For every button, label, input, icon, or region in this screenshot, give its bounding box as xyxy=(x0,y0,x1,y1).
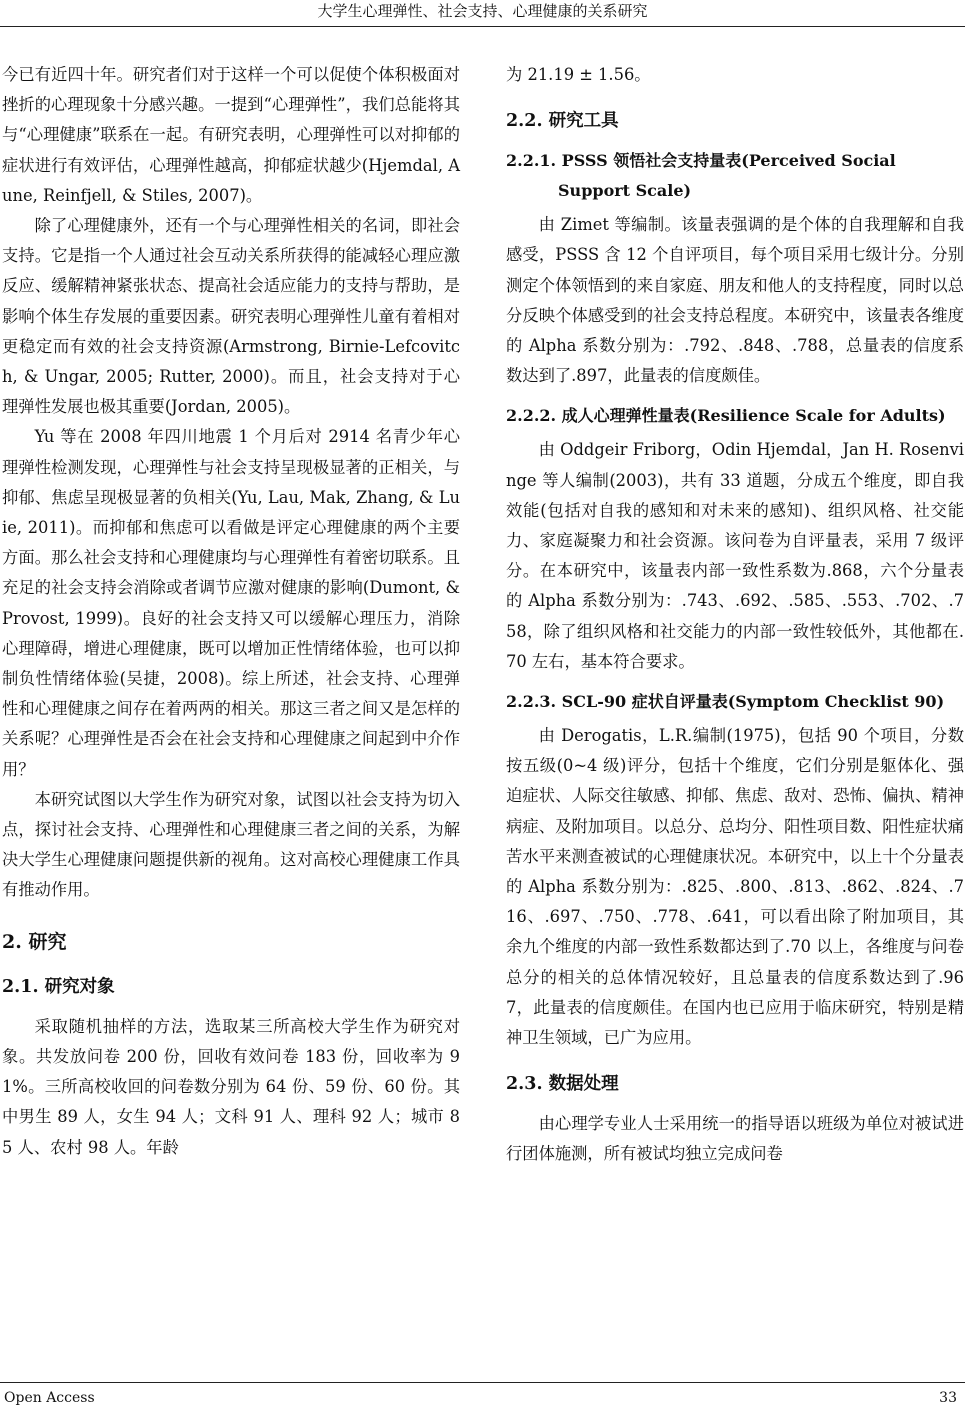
section-heading-2: 2. 研究 xyxy=(2,930,67,953)
footer-open-access: Open Access xyxy=(4,1390,95,1406)
page-number: 33 xyxy=(939,1390,957,1406)
paragraph: 本研究试图以大学生作为研究对象，试图以社会支持为切入点，探讨社会支持、心理弹性和心理健康三者之间的关系，为解决大学生心理健康问题提供新的视角。这对高校心理健康工作具有推动作用。 xyxy=(2,789,460,900)
subsection-heading-2-3: 2.3. 数据处理 xyxy=(506,1074,619,1095)
subsubsection-heading-2-2-2: 2.2.2. 成人心理弹性量表(Resilience Scale for Adults) xyxy=(506,406,946,426)
subsection-heading-2-2: 2.2. 研究工具 xyxy=(506,111,619,132)
subsubsection-heading-2-2-3: 2.2.3. SCL-90 症状自评量表(Symptom Checklist 90) xyxy=(506,692,945,712)
paragraph: 为 21.19 ± 1.56。 xyxy=(506,65,651,84)
running-header xyxy=(0,0,965,27)
running-footer xyxy=(0,1382,965,1415)
paragraph: 由 Derogatis，L.R.编制(1975)，包括 90 个项目，分数按五级(0~4 级)评分，包括十个维度，它们分别是躯体化、强迫症状、人际交往敏感、抑郁、焦虑、敌对、恐怖、偏执、精神病症、及附加项目。以总分、总均分、阳性项目数、阳性症状痛苦水平来测查被试的心理健康状况。本研究中，以上十个分量表的 Alpha 系数分别为：.825、.800、.813、.862、.824、.716、.697、.750、.778、.641，可以看出除了附加项目，其余九个维度的内部一致性系数都达到了.70 以上，各维度与问卷总分的相关的总体情况较好，且总量表的信度系数达到了.967，此量表的信度颇佳。在国内也已应用于临床研究，特别是精神卫生领域，已广为应用。 xyxy=(506,726,964,1048)
left-column xyxy=(2,60,460,1163)
paragraph: 除了心理健康外，还有一个与心理弹性相关的名词，即社会支持。它是指一个人通过社会互动关系所获得的能减轻心理应激反应、缓解精神紧张状态、提高社会适应能力的支持与帮助，是影响个体生存发展的重要因素。研究表明心理弹性儿童有着相对更稳定而有效的社会支持资源(Armstrong, Birnie-Lefcovitch, & Ungar, 2005; Rutter, 2000)。而且，社会支持对于心理弹性发展也极其重要(Jordan, 2005)。 xyxy=(2,216,460,417)
right-column xyxy=(506,60,964,1170)
paragraph: 由 Oddgeir Friborg，Odin Hjemdal，Jan H. Rosenvinge 等人编制(2003)，共有 33 道题，分成五个维度，即自我效能(包括对自我的感知和对未来的感知)、组织风格、社交能力、家庭凝聚力和社会资源。该问卷为自评量表，采用 7 级评分。在本研究中，该量表内部一致性系数为.868，六个分量表的 Alpha 系数分别为：.743、.692、.585、.553、.702、.758，除了组织风格和社交能力的内部一致性较低外，其他都在.70 左右，基本符合要求。 xyxy=(506,440,964,671)
paragraph: 今已有近四十年。研究者们对于这样一个可以促使个体积极面对挫折的心理现象十分感兴趣。一提到“心理弹性”，我们总能将其与“心理健康”联系在一起。有研究表明，心理弹性可以对抑郁的症状进行有效评估，心理弹性越高，抑郁症状越少(Hjemdal, Aune, Reinfjell, & Stiles, 2007)。 xyxy=(2,65,460,205)
paragraph: 由 Zimet 等编制。该量表强调的是个体的自我理解和自我感受，PSSS 含 12 个自评项目，每个项目采用七级计分。分别测定个体领悟到的来自家庭、朋友和他人的支持程度，同时以总分反映个体感受到的社会支持总程度。本研究中，该量表各维度的 Alpha 系数分别为：.792、.848、.788，总量表的信度系数达到了.897，此量表的信度颇佳。 xyxy=(506,215,964,386)
paragraph: Yu 等在 2008 年四川地震 1 个月后对 2914 名青少年心理弹性检测发现，心理弹性与社会支持呈现极显著的正相关，与抑郁、焦虑呈现极显著的负相关(Yu, Lau, Mak, Zhang, & Luie, 2011)。而抑郁和焦虑可以看做是评定心理健康的两个主要方面。那么社会支持和心理健康均与心理弹性有着密切联系。且充足的社会支持会消除或者调节应激对健康的影响(Dumont, & Provost, 1999)。良好的社会支持又可以缓解心理压力，消除心理障碍，增进心理健康，既可以增加正性情绪体验，也可以抑制负性情绪体验(吴捷，2008)。综上所述，社会支持、心理弹性和心理健康之间存在着两两的相关。那这三者之间又是怎样的关系呢？心理弹性是否会在社会支持和心理健康之间起到中介作用？ xyxy=(2,427,460,779)
paragraph: 由心理学专业人士采用统一的指导语以班级为单位对被试进行团体施测，所有被试均独立完成问卷 xyxy=(506,1114,964,1164)
running-header-title: 大学生心理弹性、社会支持、心理健康的关系研究 xyxy=(317,2,648,20)
subsection-heading-2-1: 2.1. 研究对象 xyxy=(2,976,115,997)
subsubsection-heading-2-2-1: 2.2.1. PSSS 领悟社会支持量表(Perceived Social Support Scale) xyxy=(506,151,896,201)
paragraph: 采取随机抽样的方法，选取某三所高校大学生作为研究对象。共发放问卷 200 份，回收有效问卷 183 份，回收率为 91%。三所高校收回的问卷数分别为 64 份、59 份、60 份。其中男生 89 人，女生 94 人；文科 91 人、理科 92 人；城市 85 人、农村 98 人。年龄 xyxy=(2,1016,460,1157)
